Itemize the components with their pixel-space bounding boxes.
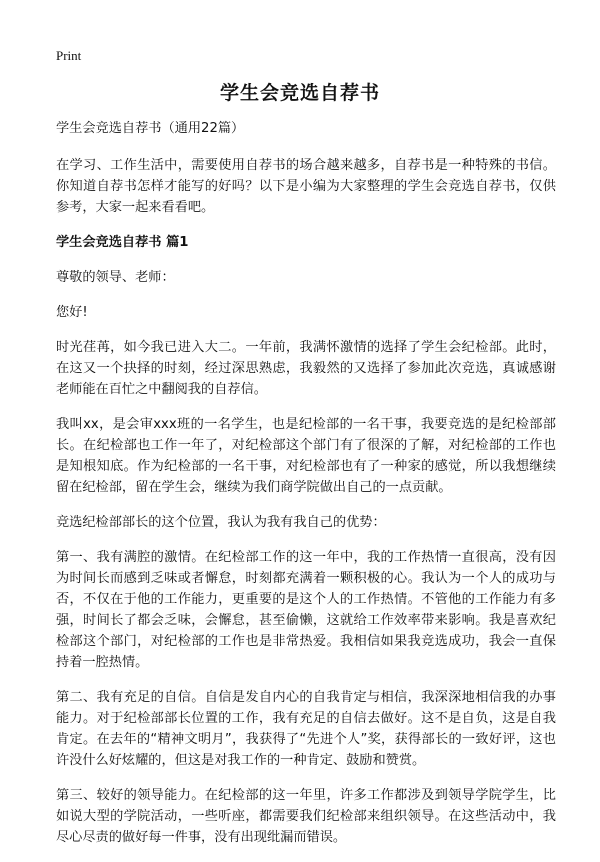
body-paragraph-2: 我叫xx，是会审xxx班的一名学生，也是纪检部的一名干事，我要竞选的是纪检部部长。在纪检部也工作一年了，对纪检部这个部门有了很深的了解，对纪检部的工作也是知根知底。作为纪检部的一名干事，对纪检部也有了一种家的感觉，所以我想继续留在纪检部，留在学生会，继续为我们商学院做出自己的一点贡献。	[56, 417, 556, 495]
intro-paragraph: 在学习、工作生活中，需要使用自荐书的场合越来越多，自荐书是一种特殊的书信。你知道自荐书怎样才能写的好吗？以下是小编为大家整理的学生会竞选自荐书，仅供参考，大家一起来看看吧。	[56, 158, 556, 215]
body-paragraph-1: 时光荏苒，如今我已进入大二。一年前，我满怀激情的选择了学生会纪检部。此时，在这又一个抉择的时刻，经过深思熟虑，我毅然的又选择了参加此次竞选，真诚感谢老师能在百忙之中翻阅我的自荐信。	[56, 340, 556, 397]
body-paragraph-4: 第一、我有满腔的激情。在纪检部工作的这一年中，我的工作热情一直很高，没有因为时间长而感到乏味或者懈怠，时刻都充满着一颗积极的心。我认为一个人的成功与否，不仅在于他的工作能力，更重要的是这个人的工作热情。不管他的工作能力有多强，时间长了都会乏味，会懈怠，甚至偷懒，这就给工作效率带来影响。我是喜欢纪检部这个部门，对纪检部的工作也是非常热爱。我相信如果我竞选成功，我会一直保持着一腔热情。	[56, 550, 556, 670]
greeting: 您好!	[56, 305, 88, 320]
body-paragraph-6: 第三、较好的领导能力。在纪检部的这一年里，许多工作都涉及到领导学院学生，比如说大型的学院活动，一些听座，都需要我们纪检部来组织领导。在这些活动中，我尽心尽责的做好每一件事，没有出现纰漏而错误。	[56, 788, 556, 845]
document-title: 学生会竞选自荐书	[219, 82, 380, 104]
section-heading: 学生会竞选自荐书 篇1	[56, 235, 189, 250]
document-body	[56, 118, 556, 862]
body-paragraph-3: 竞选纪检部部长的这个位置，我认为我有我自己的优势：	[56, 515, 386, 530]
print-link[interactable]: Print	[56, 48, 82, 63]
body-paragraph-5: 第二、我有充足的自信。自信是发自内心的自我肯定与相信，我深深地相信我的办事能力。对于纪检部部长位置的工作，我有充足的自信去做好。这不是自负，这是自我肯定。在去年的“精神文明月”，我获得了“先进个人”奖，获得部长的一致好评，这也许没什么好炫耀的，但这是对我工作的一种肯定、鼓励和赞赏。	[56, 690, 556, 768]
document-subtitle: 学生会竞选自荐书（通用22篇）	[56, 121, 245, 136]
salutation: 尊敬的领导、老师：	[56, 270, 175, 285]
